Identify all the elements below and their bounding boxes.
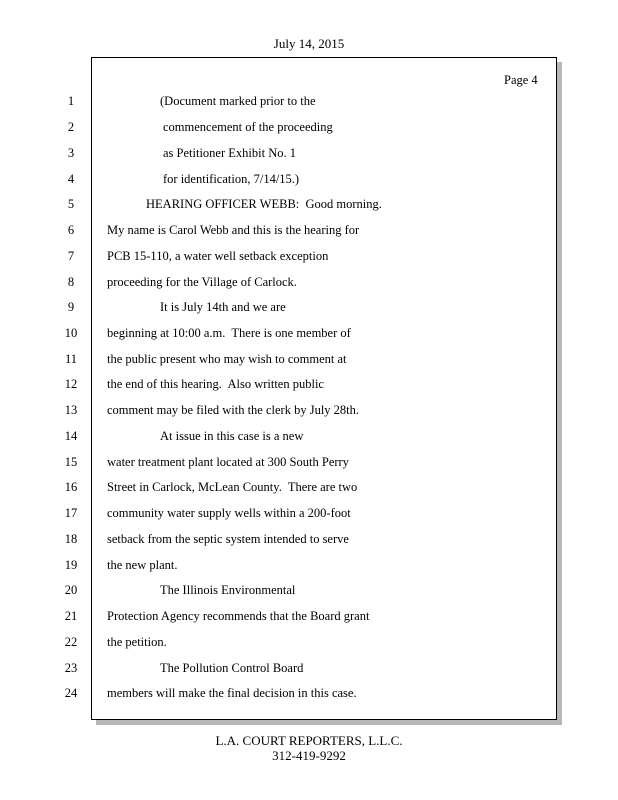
line-number: 19: [64, 558, 78, 572]
transcript-line: Protection Agency recommends that the Board grant: [107, 609, 370, 623]
transcript-line: proceeding for the Village of Carlock.: [107, 275, 297, 289]
transcript-line: beginning at 10:00 a.m. There is one member of: [107, 326, 351, 340]
line-number: 16: [64, 480, 78, 494]
transcript-line: the petition.: [107, 635, 167, 649]
line-number: 14: [64, 429, 78, 443]
header-date: July 14, 2015: [273, 36, 345, 51]
transcript-line: (Document marked prior to the: [160, 94, 316, 108]
line-number: 15: [64, 455, 78, 469]
line-number: 24: [64, 686, 78, 700]
transcript-line: as Petitioner Exhibit No. 1: [163, 146, 296, 160]
page-number: Page 4: [504, 73, 538, 87]
transcript-line: comment may be filed with the clerk by July 28th.: [107, 403, 360, 417]
transcript-line: commencement of the proceeding: [163, 120, 333, 134]
line-number: 3: [67, 146, 75, 160]
transcript-line: HEARING OFFICER WEBB: Good morning.: [146, 197, 382, 211]
line-number: 4: [67, 172, 75, 186]
line-number: 1: [67, 94, 75, 108]
transcript-line: At issue in this case is a new: [160, 429, 304, 443]
footer-company: L.A. COURT REPORTERS, L.L.C.: [215, 733, 403, 748]
line-number: 6: [67, 223, 75, 237]
line-number: 2: [67, 120, 75, 134]
line-number: 8: [67, 275, 75, 289]
transcript-line: water treatment plant located at 300 South Perry: [107, 455, 349, 469]
footer-phone: 312-419-9292: [272, 748, 346, 763]
line-number: 9: [67, 300, 75, 314]
transcript-line: the new plant.: [107, 558, 178, 572]
transcript-line: PCB 15-110, a water well setback exception: [107, 249, 329, 263]
transcript-line: Street in Carlock, McLean County. There are two: [107, 480, 358, 494]
transcript-line: community water supply wells within a 200-foot: [107, 506, 351, 520]
transcript-line: The Illinois Environmental: [160, 583, 296, 597]
transcript-line: My name is Carol Webb and this is the hearing for: [107, 223, 360, 237]
transcript-line: the end of this hearing. Also written public: [107, 377, 324, 391]
line-number: 18: [64, 532, 78, 546]
transcript-line: members will make the final decision in this case.: [107, 686, 357, 700]
line-number: 11: [64, 352, 78, 366]
transcript-line: It is July 14th and we are: [160, 300, 286, 314]
transcript-line: setback from the septic system intended to serve: [107, 532, 349, 546]
transcript-line: the public present who may wish to comment at: [107, 352, 347, 366]
transcript-line: for identification, 7/14/15.): [163, 172, 300, 186]
line-number: 7: [67, 249, 75, 263]
transcript-line: The Pollution Control Board: [160, 661, 304, 675]
line-number: 10: [64, 326, 78, 340]
line-number: 21: [64, 609, 78, 623]
line-number: 17: [64, 506, 78, 520]
line-number: 22: [64, 635, 78, 649]
line-number: 23: [64, 661, 78, 675]
line-number: 12: [64, 377, 78, 391]
line-number: 13: [64, 403, 78, 417]
line-number: 20: [64, 583, 78, 597]
line-number: 5: [67, 197, 75, 211]
